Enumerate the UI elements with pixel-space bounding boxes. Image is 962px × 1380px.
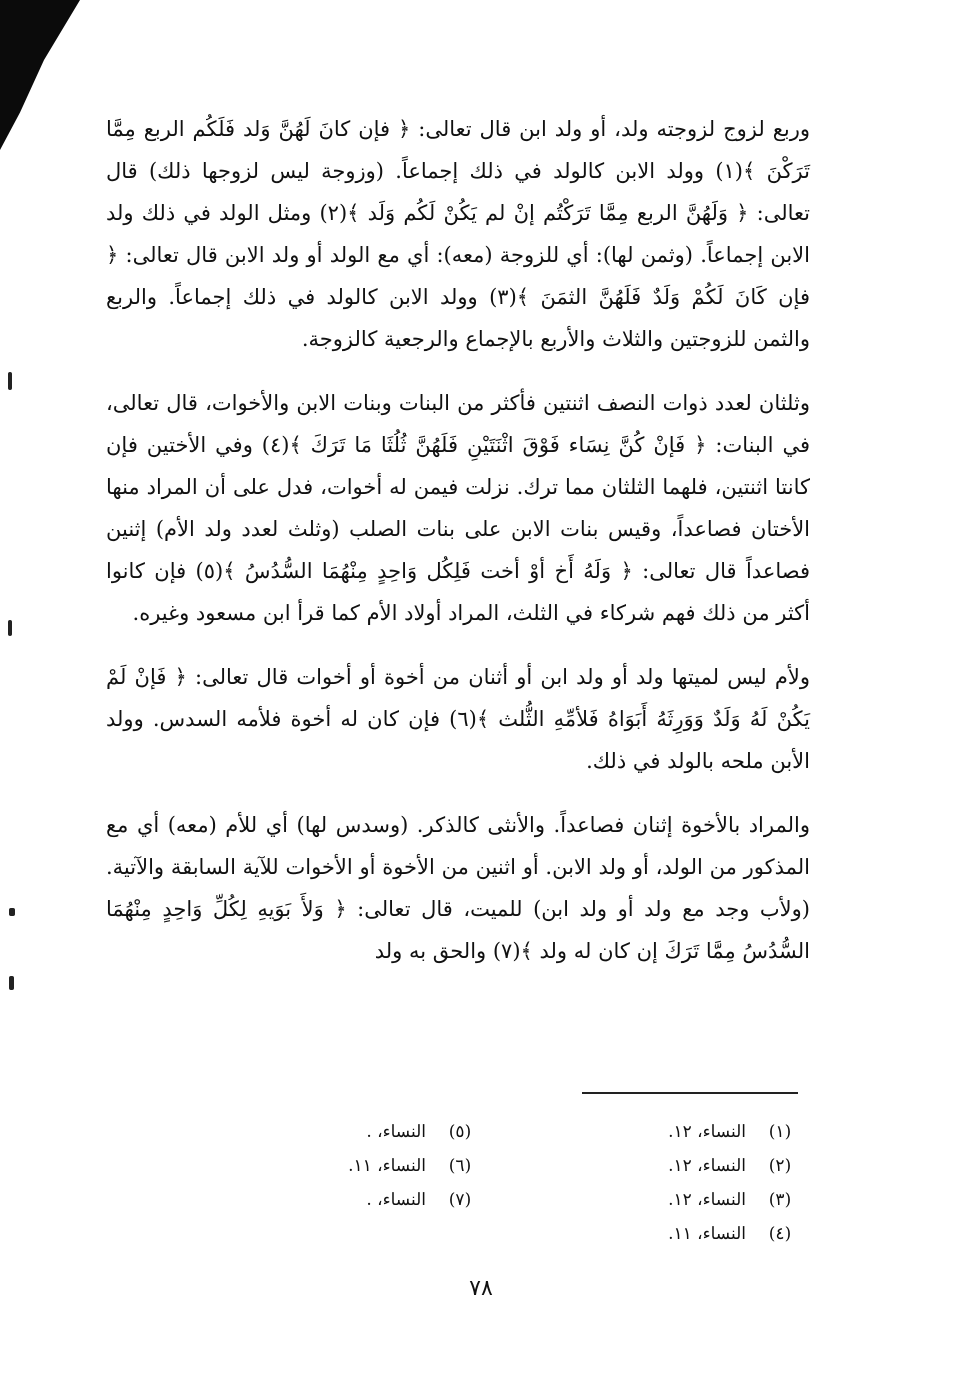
footnote	[300, 1149, 480, 1183]
footnote-text: النساء، ١١.	[348, 1156, 426, 1176]
footnote	[560, 1115, 800, 1149]
paragraph: والمراد بالأخوة إثنان فصاعداً. والأنثى كالذكر. (وسدس لها) أي للأم (معه) أي مع المذكور من الولد، أو ولد الابن. أو اثنين من الأخوة أو الأخوات للآية السابقة والآتية. (ولأب وجد مع ولد أو ولد ابن) للميت، قال تعالى: ﴿ وَلأَ بَوَيهِ لِكُلِّ وَاحِدٍ مِنْهُمَا السُّدُسُ مِمَّا تَرَكَ إن كان له ولد ﴾(٧) والحق به ولد	[106, 813, 810, 963]
footnote-text: النساء، ١٢.	[668, 1156, 746, 1176]
paragraph: ولأم ليس لميتها ولد أو ولد ابن أو أثنان من أخوة أو أخوات قال تعالى: ﴿ فَإنْ لَمْ يَكُنْ لَهُ وَلَدٌ وَوَرِثَهُ أَبَوَاهُ فَلأمِّهِ الثُّلث ﴾(٦) فإن كان له أخوة فلأمه السدس. وولد الأبن ملحه بالولد في ذلك.	[106, 665, 810, 773]
footnote-text: النساء، ١١.	[668, 1224, 746, 1244]
main-text	[106, 108, 810, 994]
footnote-number: (٣)	[768, 1190, 792, 1210]
footnote-text: النساء، .	[366, 1122, 426, 1142]
footnotes-left-column	[300, 1115, 480, 1217]
footnote	[300, 1183, 480, 1217]
footnote	[560, 1183, 800, 1217]
footnote	[300, 1115, 480, 1149]
footnote-number: (١)	[768, 1122, 792, 1142]
scan-mark	[9, 908, 15, 916]
scan-shadow	[0, 0, 80, 150]
page-number: ٧٨	[469, 1276, 493, 1301]
footnote-number: (٢)	[768, 1156, 792, 1176]
footnote-number: (٦)	[448, 1156, 472, 1176]
scan-mark	[8, 620, 12, 636]
footnote-separator	[582, 1092, 798, 1094]
footnote-text: النساء، ١٢.	[668, 1122, 746, 1142]
footnote	[560, 1217, 800, 1251]
footnote-text: النساء، ١٢.	[668, 1190, 746, 1210]
scan-mark	[8, 372, 12, 390]
footnote-text: النساء، .	[366, 1190, 426, 1210]
footnote-number: (٧)	[448, 1190, 472, 1210]
footnote	[560, 1149, 800, 1183]
footnote-number: (٥)	[448, 1122, 472, 1142]
paragraph: وثلثان لعدد ذوات النصف اثنتين فأكثر من البنات وبنات الابن والأخوات، قال تعالى، في البنات: ﴿ فَإنْ كُنَّ نِسَاء فَوْقَ اثْنَتَيْنِ فَلَهُنَّ ثُلُثَا مَا تَرَكَ ﴾(٤) وفي الأختين فإن كانتا اثنتين، فلهما الثلثان مما ترك. نزلت فيمن له أخوات، فدل على أن المراد منها الأختان فصاعداً، وقيس بنات الابن على بنات الصلب (وثلث لعدد ولد الأم) إثنين فصاعداً قال تعالى: ﴿ وَلَهُ أَخ أوْ أخت فَلِكُل وَاحِدٍ مِنْهُمَا السُّدُسُ ﴾(٥) فإن كانوا أكثر من ذلك فهم شركاء في الثلث، المراد أولاد الأم كما قرأ ابن مسعود وغيره.	[106, 391, 810, 625]
scan-mark	[9, 976, 14, 990]
paragraph: وربع لزوج لزوجته ولد، أو ولد ابن قال تعالى: ﴿ فإن كانَ لَهُنَّ وَلد فَلَكُم الربع مِمَّا تَرَكْنَ ﴾(١) وولد الابن كالولد في ذلك إجماعاً. (وزوجة ليس لزوجها ذلك) قال تعالى: ﴿ وَلَهُنَّ الربع مِمَّا تَرَكْتُم إنْ لم يَكُنْ لَكُم وَلَد ﴾(٢) ومثل الولد في ذلك ولد الابن إجماعاً. (وثمن لها): أي للزوجة (معه): أي مع الولد أو ولد الابن قال تعالى: ﴿ فإن كَانَ لَكُمْ وَلَدٌ فَلَهُنَّ الثمَنَ ﴾(٣) وولد الابن كالولد في ذلك إجماعاً. والربع والثمن للزوجتين والثلاث والأربع بالإجماع والرجعية كالزوجة.	[106, 117, 810, 351]
footnote-number: (٤)	[768, 1224, 792, 1244]
footnotes-right-column	[560, 1115, 800, 1251]
